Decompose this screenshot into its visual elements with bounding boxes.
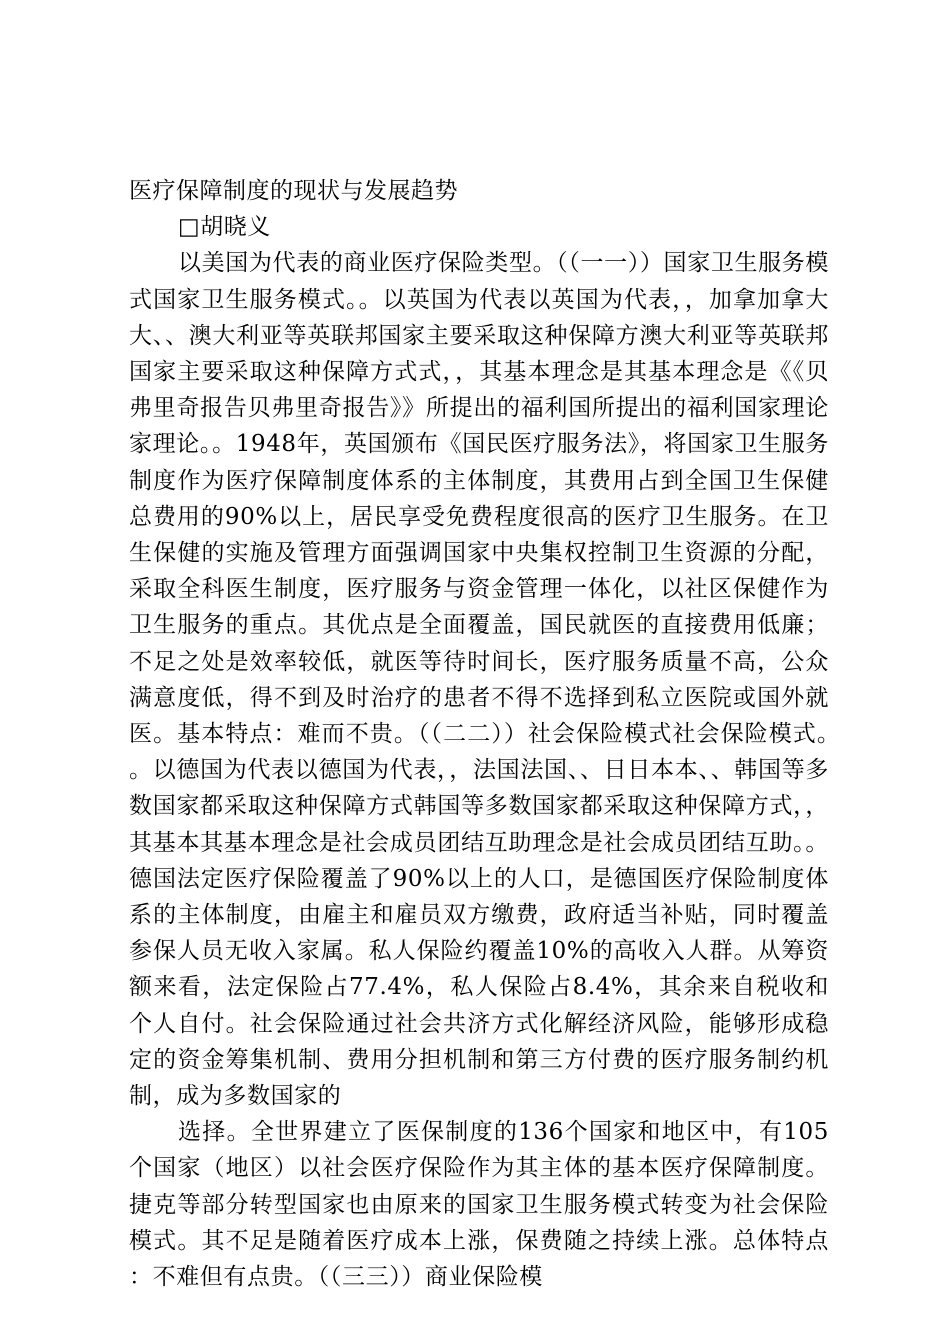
document-title: 医疗保障制度的现状与发展趋势 bbox=[129, 178, 458, 204]
document-body bbox=[129, 173, 829, 1295]
paragraph-2: 选择。全世界建立了医保制度的136个国家和地区中，有105个国家（地区）以社会医疗保险作为其主体的基本医疗保障制度。捷克等部分转型国家也由原来的国家卫生服务模式转变为社会保险模式。其不足是随着医疗成本上涨，保费随之持续上涨。总体特点：不难但有点贵。（（三三））商业保险模 bbox=[129, 1119, 829, 1291]
author-line: □胡晓义 bbox=[178, 214, 271, 241]
paragraph-1: 以美国为代表的商业医疗保险类型。（（一一））国家卫生服务模式国家卫生服务模式。。以英国为代表以英国为代表，，加拿加拿大大、、澳大利亚等英联邦国家主要采取这种保障方澳大利亚等英联邦国家主要采取这种保障方式式，，其基本理念是其基本理念是《《贝弗里奇报告贝弗里奇报告》》所提出的福利国所提出的福利国家理论家理论。。1948年，英国颁布《国民医疗服务法》，将国家卫生服务制度作为医疗保障制度体系的主体制度，其费用占到全国卫生保健总费用的90%以上，居民享受免费程度很高的医疗卫生服务。在卫生保健的实施及管理方面强调国家中央集权控制卫生资源的分配，采取全科医生制度，医疗服务与资金管理一体化，以社区保健作为卫生服务的重点。其优点是全面覆盖，国民就医的直接费用低廉；不足之处是效率较低，就医等待时间长，医疗服务质量不高，公众满意度低，得不到及时治疗的患者不得不选择到私立医院或国外就医。基本特点：难而不贵。（（二二））社会保险模式社会保险模式。。以德国为代表以德国为代表，，法国法国、、日日本本、、韩国等多数国家都采取这种保障方式韩国等多数国家都采取这种保障方式，，其基本其基本理念是社会成员团结互助理念是社会成员团结互助。。德国法定医疗保险覆盖了90%以上的人口，是德国医疗保险制度体系的主体制度，由雇主和雇员双方缴费，政府适当补贴，同时覆盖参保人员无收入家属。私人保险约覆盖10%的高收入人群。从筹资额来看，法定保险占77.4%，私人保险占8.4%，其余来自税收和个人自付。社会保险通过社会共济方式化解经济风险，能够形成稳定的资金筹集机制、费用分担机制和第三方付费的医疗服务制约机制，成为多数国家的 bbox=[129, 250, 829, 1110]
